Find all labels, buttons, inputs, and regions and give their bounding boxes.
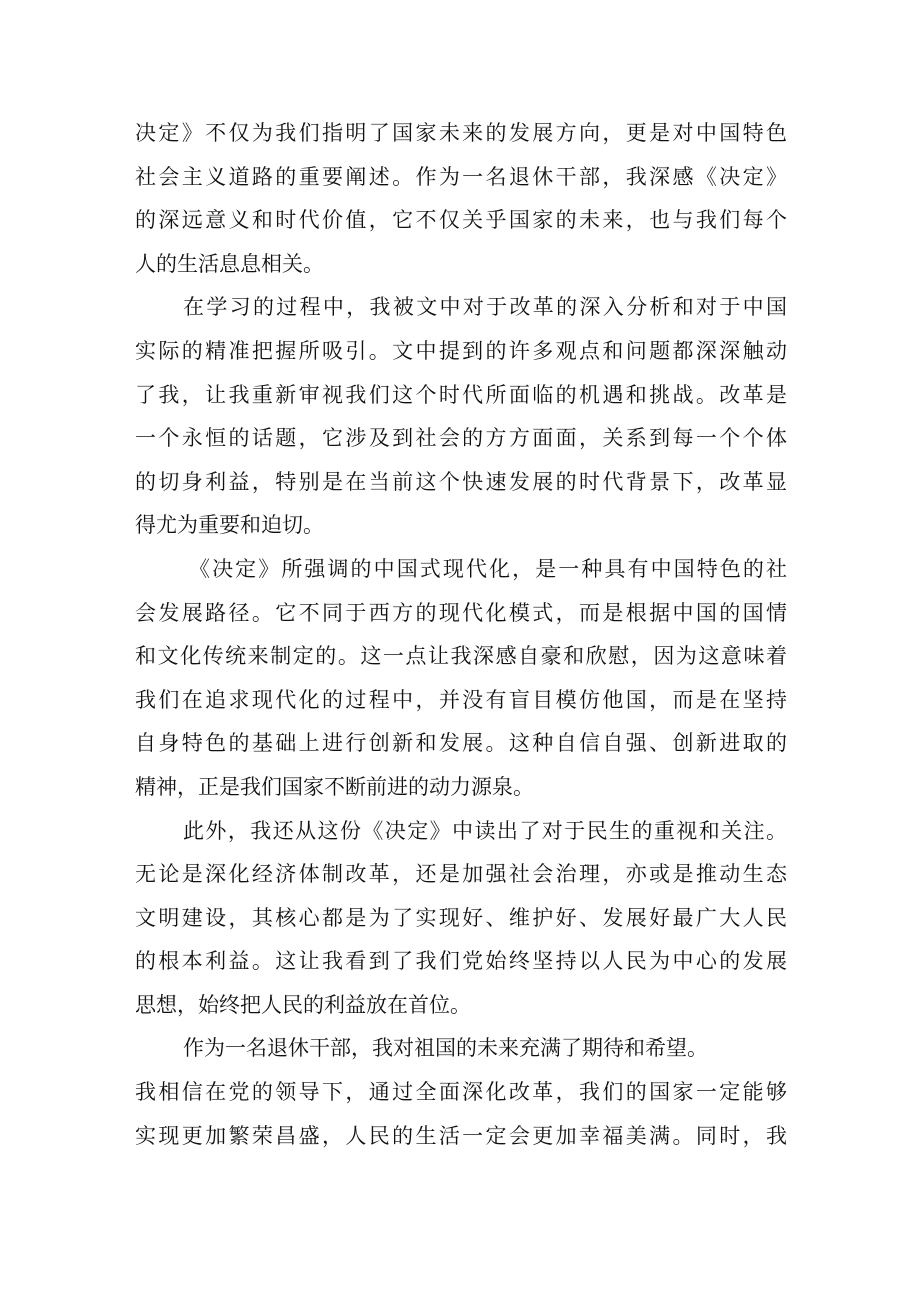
text-line: 在学习的过程中，我被文中对于改革的深入分析和对于中国 [183,295,787,320]
text-line: 社会主义道路的重要阐述。作为一名退休干部，我深感《决定》 [135,164,787,189]
text-line: 此外，我还从这份《决定》中读出了对于民生的重视和关注。 [183,818,787,843]
text-line: 我们在追求现代化的过程中，并没有盲目模仿他国，而是在坚持 [135,687,787,712]
text-line: 会发展路径。它不同于西方的现代化模式，而是根据中国的国情 [135,600,787,625]
document-body [135,112,787,1158]
text-line: 精神，正是我们国家不断前进的动力源泉。 [135,774,534,799]
text-line: 了我，让我重新审视我们这个时代所面临的机遇和挑战。改革是 [135,382,787,407]
text-line: 决定》不仅为我们指明了国家未来的发展方向，更是对中国特色 [135,121,787,145]
paragraph-5 [135,1027,787,1158]
text-line: 《决定》所强调的中国式现代化，是一种具有中国特色的社 [189,556,787,581]
text-line: 的深远意义和时代价值，它不仅关乎国家的未来，也与我们每个 [135,208,787,233]
text-line: 作为一名退休干部，我对祖国的未来充满了期待和希望。 [183,1036,708,1061]
text-line: 实现更加繁荣昌盛，人民的生活一定会更加幸福美满。同时，我 [135,1123,787,1148]
text-line: 一个永恒的话题，它涉及到社会的方方面面，关系到每一个个体 [135,426,787,451]
text-line: 无论是深化经济体制改革，还是加强社会治理，亦或是推动生态 [135,862,787,887]
paragraph-2 [135,286,787,548]
text-line: 和文化传统来制定的。这一点让我深感自豪和欣慰，因为这意味着 [135,644,787,669]
text-line: 自身特色的基础上进行创新和发展。这种自信自强、创新进取的 [135,731,787,756]
text-line: 我相信在党的领导下，通过全面深化改革，我们的国家一定能够 [135,1080,787,1105]
text-line: 思想，始终把人民的利益放在首位。 [135,992,471,1017]
paragraph-1 [135,112,787,286]
text-line: 人的生活息息相关。 [135,251,324,276]
text-line: 的根本利益。这让我看到了我们党始终坚持以人民为中心的发展 [135,949,787,974]
paragraph-4 [135,810,787,1028]
text-line: 文明建设，其核心都是为了实现好、维护好、发展好最广大人民 [135,905,787,930]
paragraph-3 [135,548,787,810]
text-line: 的切身利益，特别是在当前这个快速发展的时代背景下，改革显 [135,469,787,494]
text-line: 实际的精准把握所吸引。文中提到的许多观点和问题都深深触动 [135,338,787,363]
text-line: 得尤为重要和迫切。 [135,513,324,538]
